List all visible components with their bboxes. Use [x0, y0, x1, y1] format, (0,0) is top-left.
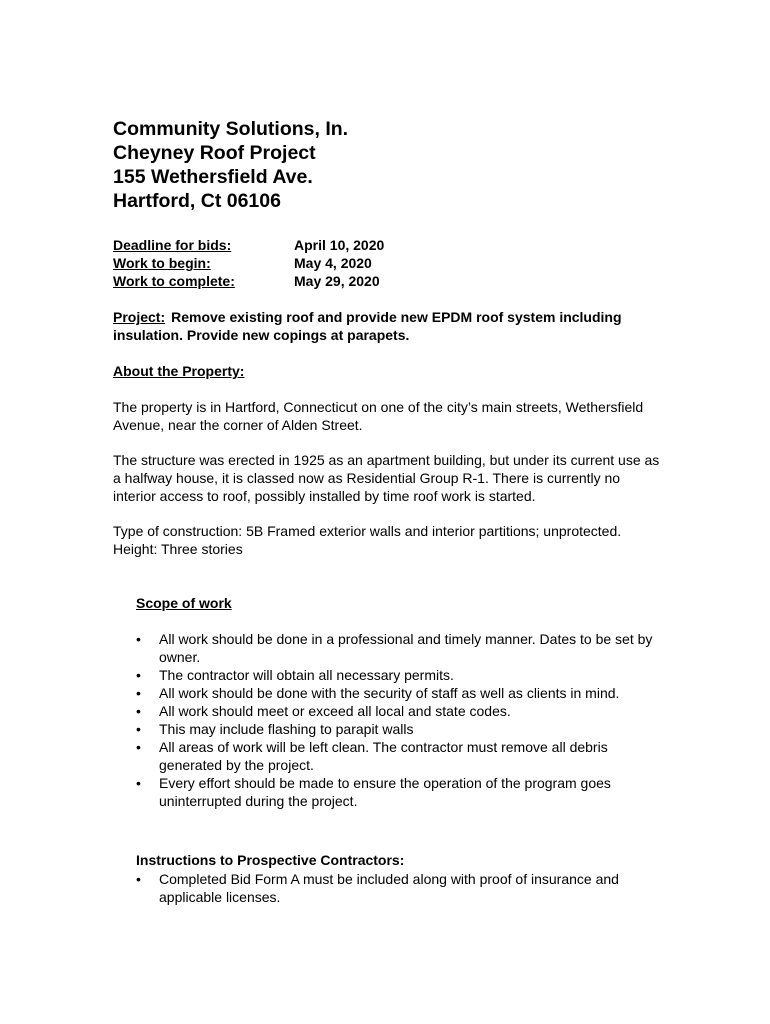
work-complete-value: May 29, 2020 — [294, 273, 380, 289]
property-location-paragraph: The property is in Hartford, Connecticut on one of the city’s main streets, Wethersfield Avenue, near the corner of Alden Street. — [113, 399, 644, 433]
list-item: • All areas of work will be left clean. The contractor must remove all debris generated by the project. — [136, 739, 608, 773]
bullet-icon: • — [136, 721, 141, 737]
construction-paragraph — [113, 522, 663, 558]
project-text: Remove existing roof and provide new EPDM roof system including insulation. Provide new copings at parapets. — [113, 309, 622, 343]
work-begin-value: May 4, 2020 — [294, 255, 372, 271]
structure-paragraph: The structure was erected in 1925 as an apartment building, but under its current use as a halfway house, it is classed now as Residential Group R-1. There is currently no interior access to roof, possibly installed by time roof work is started. — [113, 452, 660, 504]
about-property-heading: About the Property: — [113, 363, 245, 379]
bullet-icon: • — [136, 775, 141, 791]
organization-name: Community Solutions, In. — [113, 118, 349, 140]
instructions-list — [136, 870, 661, 906]
instructions-heading: Instructions to Prospective Contractors: — [136, 852, 405, 868]
bullet-icon: • — [136, 685, 141, 701]
list-item: • All work should meet or exceed all local and state codes. — [136, 703, 511, 719]
document-header — [113, 117, 348, 213]
street-address: 155 Wethersfield Ave. — [113, 166, 313, 188]
bullet-icon: • — [136, 739, 141, 755]
bullet-icon: • — [136, 631, 141, 647]
list-item: • Completed Bid Form A must be included along with proof of insurance and applicable licenses. — [136, 871, 619, 905]
list-item: • The contractor will obtain all necessary permits. — [136, 667, 454, 683]
bid-deadline-label: Deadline for bids: — [113, 237, 232, 253]
city-state-zip: Hartford, Ct 06106 — [113, 190, 281, 212]
work-complete-label: Work to complete: — [113, 273, 235, 289]
list-item: • All work should be done in a professional and timely manner. Dates to be set by owner. — [136, 631, 653, 665]
list-item: • Every effort should be made to ensure the operation of the program goes uninterrupted during the project. — [136, 775, 611, 809]
bullet-icon: • — [136, 871, 141, 887]
bid-deadline-value: April 10, 2020 — [294, 237, 385, 253]
building-height: Height: Three stories — [113, 541, 243, 557]
work-begin-label: Work to begin: — [113, 255, 211, 271]
project-title: Cheyney Roof Project — [113, 142, 316, 164]
scope-list — [136, 630, 661, 810]
scope-heading: Scope of work — [136, 595, 232, 611]
bullet-icon: • — [136, 667, 141, 683]
project-label: Project: — [113, 309, 166, 325]
bullet-icon: • — [136, 703, 141, 719]
construction-type: Type of construction: 5B Framed exterior walls and interior partitions; unprotected. — [113, 523, 622, 539]
list-item: • All work should be done with the security of staff as well as clients in mind. — [136, 685, 620, 701]
list-item: • This may include flashing to parapit walls — [136, 721, 414, 737]
project-description — [113, 308, 653, 344]
